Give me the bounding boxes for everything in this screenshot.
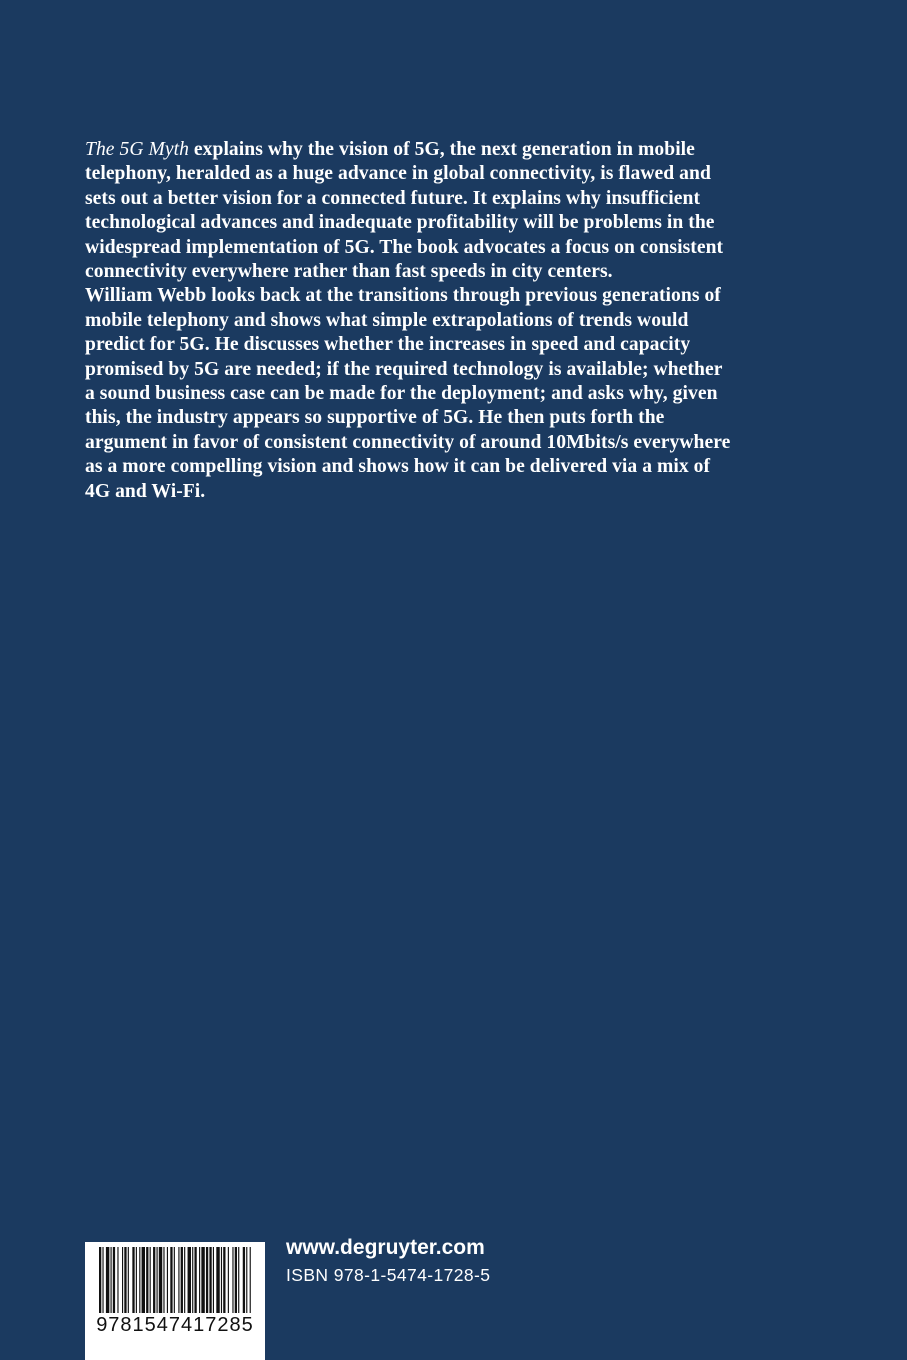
isbn-barcode bbox=[85, 1242, 265, 1360]
barcode-bar bbox=[146, 1247, 148, 1313]
barcode-bar bbox=[243, 1247, 245, 1313]
barcode-bar bbox=[192, 1247, 193, 1313]
book-title-italic: The 5G Myth bbox=[85, 139, 189, 160]
barcode-digits: 9781547417285 bbox=[96, 1314, 254, 1336]
barcode-bar bbox=[167, 1247, 168, 1313]
barcode-bar bbox=[106, 1247, 109, 1313]
barcode-bar bbox=[117, 1247, 118, 1313]
blurb-paragraph-1-text: explains why the vision of 5G, the next generation in mobile telephony, heralded as a huge advance in global connectivity, is flawed and sets out a better vision for a connected future. It explains why insufficient technological advances and inadequate profitability will be problems in the widespread implementation of 5G. The book advocates a focus on consistent connectivity everywhere rather than fast speeds in city centers. bbox=[85, 139, 724, 283]
barcode-bar bbox=[170, 1247, 172, 1313]
barcode-bar bbox=[136, 1247, 137, 1313]
isbn-number: ISBN 978-1-5474-1728-5 bbox=[286, 1265, 491, 1285]
barcode-bar bbox=[157, 1247, 158, 1313]
barcode-bar bbox=[99, 1247, 101, 1313]
barcode-bar bbox=[216, 1247, 219, 1313]
barcode-bar bbox=[113, 1247, 115, 1313]
barcode-bar bbox=[221, 1247, 222, 1313]
barcode-bar bbox=[209, 1247, 211, 1313]
barcode-bar bbox=[111, 1247, 112, 1313]
barcode-bar bbox=[188, 1247, 191, 1313]
barcode-bar bbox=[199, 1247, 200, 1313]
barcode-bar bbox=[139, 1247, 140, 1313]
barcode-bar bbox=[142, 1247, 145, 1313]
barcode-bar bbox=[206, 1247, 208, 1313]
barcode-bar bbox=[223, 1247, 225, 1313]
barcode-bar bbox=[238, 1247, 239, 1313]
back-cover-blurb bbox=[85, 138, 735, 504]
publisher-website: www.degruyter.com bbox=[286, 1236, 485, 1259]
barcode-bar bbox=[228, 1247, 229, 1313]
barcode-bar bbox=[194, 1247, 196, 1313]
barcode-bar bbox=[174, 1247, 175, 1313]
barcode-bar bbox=[128, 1247, 129, 1313]
barcode-bar bbox=[132, 1247, 134, 1313]
barcode-bar bbox=[159, 1247, 162, 1313]
barcode-bar bbox=[201, 1247, 204, 1313]
blurb-paragraph-2: William Webb looks back at the transitions through previous generations of mobile telephony and shows what simple extrapolations of trends would predict for 5G. He discusses whether the increases in speed and capacity promised by 5G are needed; if the required technology is available; whether a sound business case can be made for the deployment; and asks why, given this, the industry appears so supportive of 5G. He then puts forth the argument in favor of consistent connectivity of around 10Mbits/s everywhere as a more compelling vision and shows how it can be delivered via a mix of 4G and Wi-Fi. bbox=[85, 285, 731, 502]
barcode-bar bbox=[184, 1247, 185, 1313]
barcode-bar bbox=[235, 1247, 237, 1313]
blurb-paragraph-1 bbox=[85, 138, 735, 284]
barcode-bars bbox=[99, 1247, 251, 1313]
barcode-bar bbox=[246, 1247, 247, 1313]
barcode-bar bbox=[181, 1247, 183, 1313]
barcode-bar bbox=[250, 1247, 251, 1313]
barcode-bar bbox=[163, 1247, 164, 1313]
barcode-bar bbox=[122, 1247, 123, 1313]
barcode-bar bbox=[124, 1247, 126, 1313]
barcode-bar bbox=[102, 1247, 103, 1313]
barcode-bar bbox=[153, 1247, 155, 1313]
barcode-bar bbox=[232, 1247, 233, 1313]
barcode-bar bbox=[213, 1247, 214, 1313]
barcode-bar bbox=[178, 1247, 179, 1313]
barcode-bar bbox=[150, 1247, 151, 1313]
